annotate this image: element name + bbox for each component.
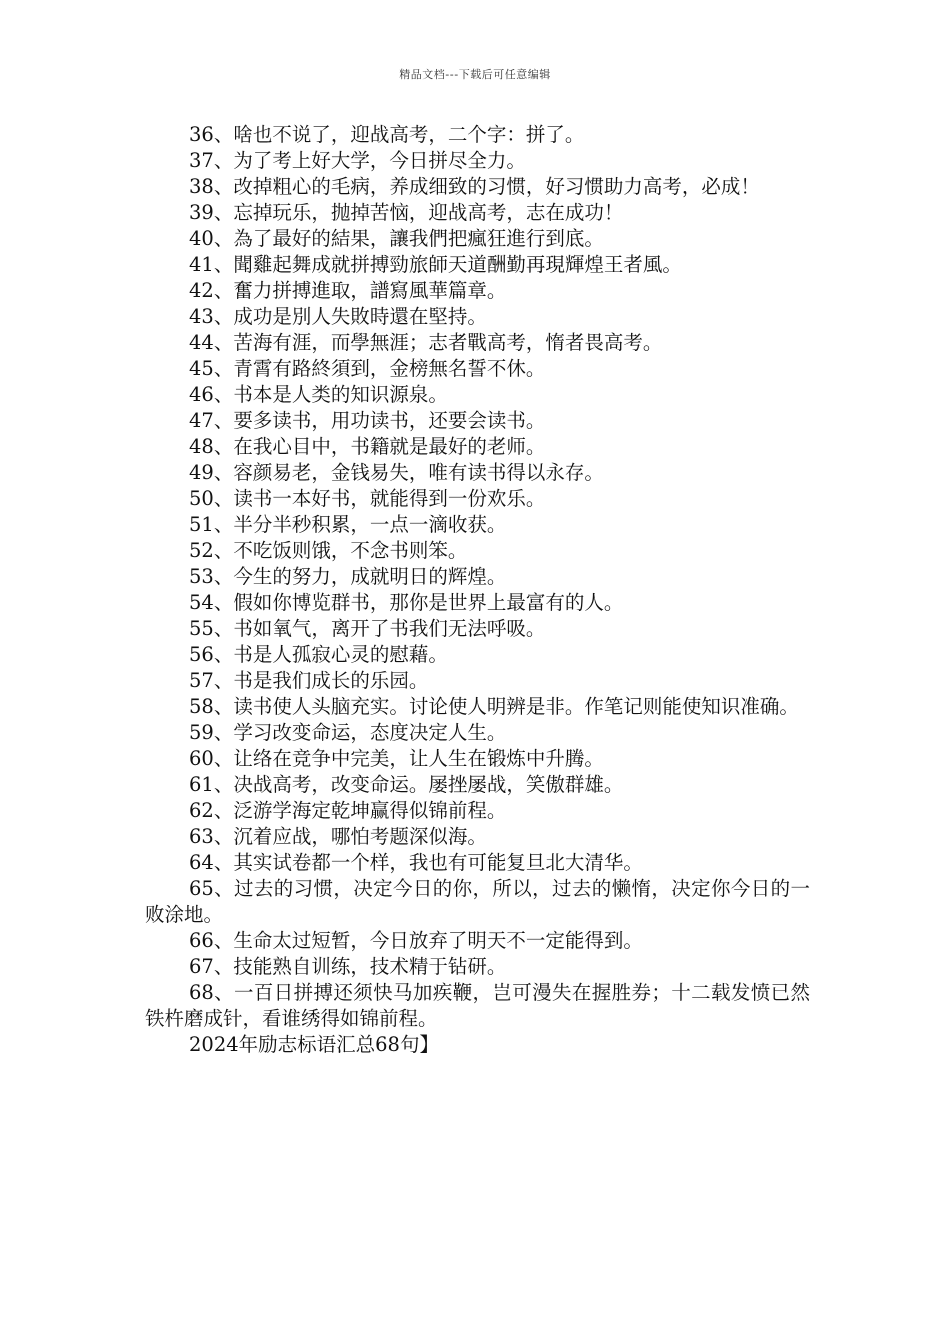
list-item: 48、在我心目中，书籍就是最好的老师。 xyxy=(189,435,546,458)
document-footer-line: 2024年励志标语汇总68句】 xyxy=(189,1033,439,1056)
list-item: 50、读书一本好书，就能得到一份欢乐。 xyxy=(189,487,546,510)
list-item: 40、為了最好的結果，讓我們把瘋狂進行到底。 xyxy=(189,227,604,250)
document-body xyxy=(145,122,810,1058)
list-item: 52、不吃饭则饿，不念书则笨。 xyxy=(189,539,468,562)
list-item: 56、书是人孤寂心灵的慰藉。 xyxy=(189,643,448,666)
list-item: 42、奮力拼搏進取，譜寫風華篇章。 xyxy=(189,279,507,302)
list-item: 49、容颜易老，金钱易失，唯有读书得以永存。 xyxy=(189,461,604,484)
list-item: 58、读书使人头脑充实。讨论使人明辨是非。作笔记则能使知识准确。 xyxy=(189,695,799,718)
list-item: 54、假如你博览群书，那你是世界上最富有的人。 xyxy=(189,591,624,614)
list-item: 57、书是我们成长的乐园。 xyxy=(189,669,429,692)
list-item: 55、书如氧气，离开了书我们无法呼吸。 xyxy=(189,617,546,640)
list-item: 46、书本是人类的知识源泉。 xyxy=(189,383,448,406)
list-item: 68、一百日拼搏还须快马加疾鞭，岂可漫失在握胜券；十二载发愤已然铁杵磨成针，看谁绣得如锦前程。 xyxy=(145,981,810,1030)
list-item: 38、改掉粗心的毛病，养成细致的习惯，好习惯助力高考，必成！ xyxy=(189,175,760,198)
list-item: 62、泛游学海定乾坤赢得似锦前程。 xyxy=(189,799,507,822)
list-item: 63、沉着应战，哪怕考题深似海。 xyxy=(189,825,487,848)
list-item: 45、青霄有路終須到，金榜無名誓不休。 xyxy=(189,357,546,380)
list-item: 43、成功是別人失敗時還在堅持。 xyxy=(189,305,487,328)
list-item: 41、聞雞起舞成就拼搏勁旅師天道酬勤再現輝煌王者風。 xyxy=(189,253,682,276)
list-item: 61、决战高考，改变命运。屡挫屡战，笑傲群雄。 xyxy=(189,773,624,796)
list-item: 39、忘掉玩乐，抛掉苦恼，迎战高考，志在成功！ xyxy=(189,201,624,224)
list-item: 51、半分半秒积累，一点一滴收获。 xyxy=(189,513,507,536)
list-item: 66、生命太过短暂，今日放弃了明天不一定能得到。 xyxy=(189,929,643,952)
list-item: 60、让络在竞争中完美，让人生在锻炼中升腾。 xyxy=(189,747,604,770)
list-item: 47、要多读书，用功读书，还要会读书。 xyxy=(189,409,546,432)
list-item: 36、啥也不说了，迎战高考，二个字：拼了。 xyxy=(189,123,585,146)
list-item: 37、为了考上好大学，今日拼尽全力。 xyxy=(189,149,526,172)
list-item: 44、苦海有涯，而學無涯；志者戰高考，惰者畏高考。 xyxy=(189,331,663,354)
page-header: 精品文档---下载后可任意编辑 xyxy=(399,68,551,81)
list-item: 67、技能熟自训练，技术精于钻研。 xyxy=(189,955,507,978)
list-item: 53、今生的努力，成就明日的辉煌。 xyxy=(189,565,507,588)
list-item: 59、学习改变命运，态度决定人生。 xyxy=(189,721,507,744)
list-item: 64、其实试卷都一个样，我也有可能复旦北大清华。 xyxy=(189,851,643,874)
list-item: 65、过去的习惯，决定今日的你，所以，过去的懒惰，决定你今日的一败涂地。 xyxy=(145,877,810,926)
